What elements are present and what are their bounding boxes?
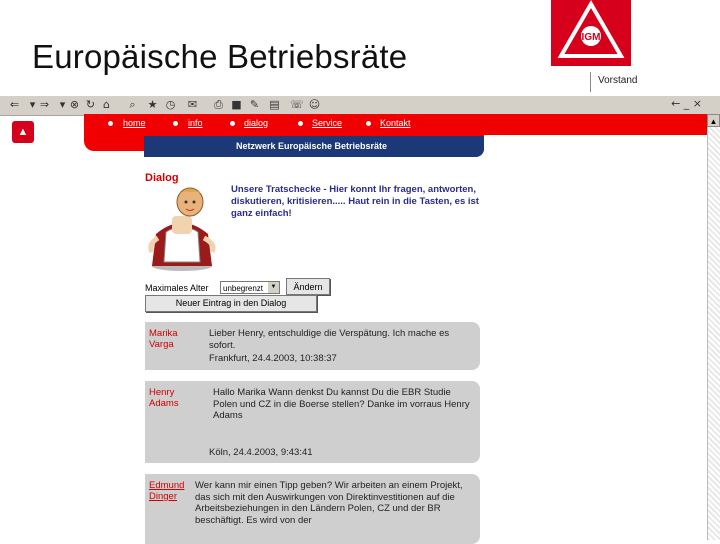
- mail-icon[interactable]: ✉: [187, 98, 198, 111]
- square-icon[interactable]: ■: [231, 98, 242, 111]
- chevron-down-icon[interactable]: ▼: [268, 282, 279, 293]
- post-author[interactable]: Edmund Dinger: [149, 480, 185, 502]
- print-icon[interactable]: ⎙: [214, 98, 223, 111]
- nav-bullet: [298, 121, 303, 126]
- igm-logo: [551, 0, 631, 66]
- home-icon[interactable]: ⌂: [103, 98, 110, 111]
- favorites-icon[interactable]: ★: [147, 98, 158, 111]
- nav-dialog[interactable]: dialog: [244, 118, 269, 128]
- list-item: [145, 474, 480, 544]
- nav-bullet: [108, 121, 113, 126]
- post-author[interactable]: Henry Adams: [149, 387, 179, 409]
- post-meta: Frankfurt, 24.4.2003, 10:38:37: [209, 353, 337, 364]
- banner-text: Netzwerk Europäische Betriebsräte: [236, 141, 388, 151]
- nav-kontakt[interactable]: Kontakt: [380, 118, 411, 128]
- dropdown-icon[interactable]: ▾: [29, 98, 36, 111]
- window-controls[interactable]: ← _ ×: [671, 97, 702, 110]
- nav-bullet: [366, 121, 371, 126]
- messenger-icon[interactable]: ☺: [308, 98, 321, 111]
- igm-small-logo: ▲: [12, 121, 34, 143]
- vertical-scrollbar[interactable]: [707, 114, 720, 540]
- discuss-icon[interactable]: ☏: [290, 98, 304, 111]
- woman-illustration: [138, 182, 226, 277]
- logo-text: IGM: [581, 32, 601, 43]
- list-item: [145, 381, 480, 463]
- max-age-value: unbegrenzt: [223, 284, 264, 293]
- vorstand-label: Vorstand: [598, 75, 638, 86]
- nav-service[interactable]: Service: [312, 118, 343, 128]
- forward-icon[interactable]: ⇒: [39, 98, 50, 111]
- scroll-up-icon[interactable]: ▲: [707, 114, 720, 127]
- refresh-icon[interactable]: ↻: [85, 98, 96, 111]
- stop-icon[interactable]: ⊗: [69, 98, 80, 111]
- browser-toolbar: [0, 96, 720, 116]
- nav-home[interactable]: home: [123, 118, 146, 128]
- post-text: Lieber Henry, entschuldige die Verspätung. Ich mache es sofort.: [209, 328, 450, 351]
- slide-title: Europäische Betriebsräte: [32, 38, 408, 75]
- new-entry-button[interactable]: Neuer Eintrag in den Dialog: [145, 295, 317, 312]
- edit-icon[interactable]: ✎: [249, 98, 260, 111]
- page-icon[interactable]: ▤: [269, 98, 280, 111]
- list-item: [145, 322, 480, 370]
- change-button[interactable]: Ändern: [286, 278, 330, 295]
- left-sidebar: [0, 116, 84, 540]
- history-icon[interactable]: ◷: [165, 98, 176, 111]
- post-meta: Köln, 24.4.2003, 9:43:41: [209, 447, 313, 458]
- page-heading: Dialog: [145, 172, 179, 184]
- intro-text: Unsere Tratschecke - Hier konnt Ihr fragen, antworten, diskutieren, kritisieren..... Haut rein in die Tasten, es ist ganz einfach!: [231, 184, 479, 219]
- nav-bullet: [173, 121, 178, 126]
- back-icon[interactable]: ⇐: [9, 98, 20, 111]
- dropdown-icon[interactable]: ▾: [59, 98, 66, 111]
- site-banner: [144, 136, 484, 157]
- max-age-label: Maximales Alter: [145, 283, 209, 293]
- nav-bullet: [230, 121, 235, 126]
- vorstand-divider: [590, 72, 591, 92]
- nav-info[interactable]: info: [188, 118, 203, 128]
- max-age-select[interactable]: [220, 281, 280, 294]
- search-icon[interactable]: ⌕: [129, 98, 136, 111]
- post-text: Hallo Marika Wann denkst Du kannst Du die EBR Studie Polen und CZ in die Boerse stellen? Danke im vorraus Henry Adams: [213, 387, 470, 421]
- post-author[interactable]: Marika Varga: [149, 328, 178, 350]
- post-text: Wer kann mir einen Tipp geben? Wir arbeiten an einem Projekt, das sich mit den Auswirkungen von Direktinvestitionen auf die Arbeitsbeziehungen in den Ländern Polen, CZ und der BR beschäftigt. Es wird von der: [195, 480, 463, 526]
